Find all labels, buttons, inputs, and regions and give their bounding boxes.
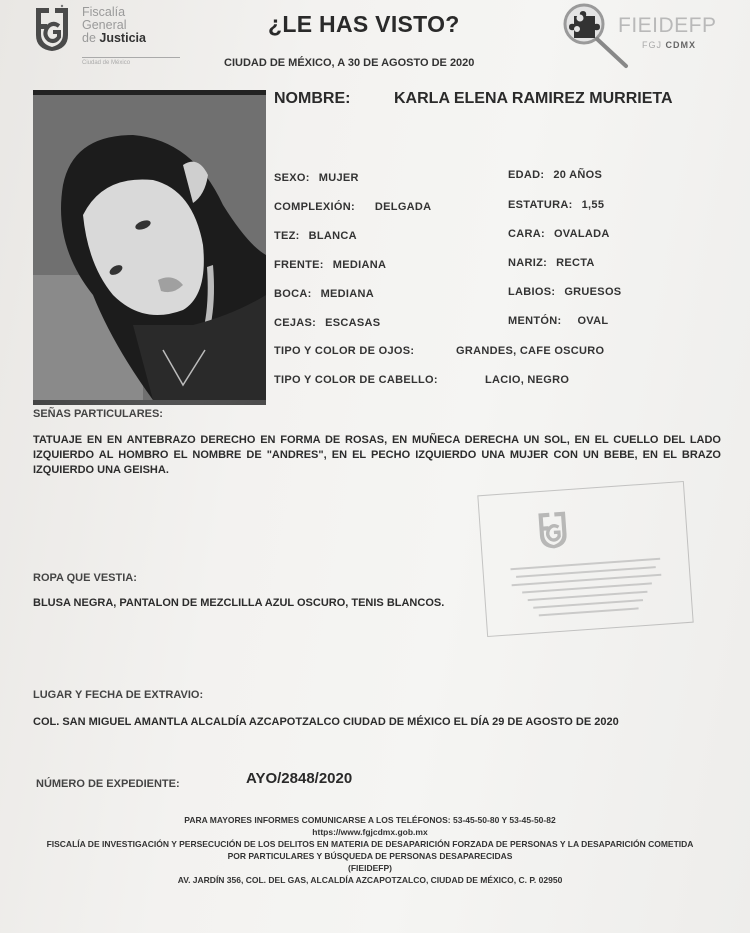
field-ojos-value: GRANDES, CAFE OSCURO [456, 345, 605, 357]
name-label: NOMBRE: [274, 90, 351, 107]
fieidefp-sub-prefix: FGJ [642, 40, 662, 50]
fieidefp-sub-strong: CDMX [665, 40, 697, 50]
field-value: DELGADA [374, 201, 432, 213]
field-boca [274, 288, 374, 300]
field-value: MEDIANA [332, 259, 387, 271]
field-value: RECTA [556, 257, 595, 269]
ropa-text: BLUSA NEGRA, PANTALON DE MEZCLILLA AZUL OSCURO, TENIS BLANCOS. [33, 597, 445, 609]
stamp-text-lines [505, 551, 669, 618]
field-label: LABIOS: [508, 286, 556, 298]
field-cabello-value: LACIO, NEGRO [485, 374, 570, 386]
field-edad [508, 169, 602, 181]
fgj-logo-divider [82, 57, 180, 58]
stamp-logo-icon [534, 508, 571, 550]
field-value: BLANCA [308, 230, 357, 242]
field-nariz [508, 257, 595, 269]
field-cabello-label: TIPO Y COLOR DE CABELLO: [274, 374, 438, 386]
field-label: CARA: [508, 228, 545, 240]
field-frente [274, 259, 386, 271]
dateline: CIUDAD DE MÉXICO, A 30 DE AGOSTO DE 2020 [224, 57, 475, 69]
fgj-shield-logo-icon [32, 4, 72, 52]
field-value: MUJER [318, 172, 359, 184]
footer-url[interactable]: https://www.fgjcdmx.gob.mx [312, 827, 428, 837]
field-label: FRENTE: [274, 259, 324, 271]
field-label: MENTÓN: [508, 315, 562, 327]
field-value: GRUESOS [564, 286, 622, 298]
lugar-label: LUGAR Y FECHA DE EXTRAVIO: [33, 689, 204, 701]
field-label: SEXO: [274, 172, 310, 184]
missing-person-photo [33, 90, 266, 405]
field-value: 20 AÑOS [553, 169, 603, 181]
fgj-line3-strong: Justicia [99, 31, 146, 45]
senas-label: SEÑAS PARTICULARES: [33, 408, 163, 420]
field-tez [274, 230, 357, 242]
field-sexo [274, 172, 359, 184]
field-cejas [274, 317, 380, 329]
field-value: MEDIANA [320, 288, 374, 300]
field-cara [508, 228, 610, 240]
field-estatura [508, 199, 604, 211]
fieidefp-logo-subtitle [642, 40, 696, 50]
fgj-logo-subtitle: Ciudad de México [82, 60, 131, 66]
fgj-logo-text [82, 6, 146, 45]
official-stamp [477, 481, 693, 637]
footer-agency-abbr: (FIEIDEFP) [348, 863, 392, 873]
fieidefp-logo-text: FIEIDEFP [618, 14, 717, 37]
field-label: COMPLEXIÓN: [274, 201, 355, 213]
field-label: NARIZ: [508, 257, 548, 269]
lugar-text: COL. SAN MIGUEL AMANTLA ALCALDÍA AZCAPOTZALCO CIUDAD DE MÉXICO EL DÍA 29 DE AGOSTO DE 2020 [33, 716, 619, 728]
fgj-line1: Fiscalía [82, 5, 126, 19]
name-value: KARLA ELENA RAMIREZ MURRIETA [394, 90, 673, 107]
field-value: 1,55 [581, 199, 605, 211]
field-label: TEZ: [274, 230, 300, 242]
field-label: CEJAS: [274, 317, 317, 329]
field-value: OVAL [577, 315, 609, 327]
field-value: OVALADA [553, 228, 610, 240]
fgj-line3-prefix: de [82, 31, 100, 45]
expediente-label: NÚMERO DE EXPEDIENTE: [36, 778, 180, 790]
field-labios [508, 286, 621, 298]
fgj-line2: General [82, 18, 127, 32]
expediente-value: AYO/2848/2020 [246, 770, 353, 787]
field-complexion [274, 201, 431, 213]
field-label: ESTATURA: [508, 199, 573, 211]
field-label: EDAD: [508, 169, 545, 181]
field-label: BOCA: [274, 288, 312, 300]
senas-text: TATUAJE EN EN ANTEBRAZO DERECHO EN FORMA DE ROSAS, EN MUÑECA DERECHA UN SOL, EN EL CUELLO DEL LADO IZQUIERDO AL HOMBRO EL NOMBRE DE "ANDRES", EN EL PECHO IZQUIERDO UNA MUJER CON UN BEBE, EN EL BRAZO IZQUIERDO UNA GEISHA. [33, 434, 721, 476]
portrait-illustration [33, 95, 266, 400]
ropa-label: ROPA QUE VESTIA: [33, 572, 137, 584]
field-menton [508, 315, 608, 327]
field-value: ESCASAS [325, 317, 381, 329]
footer-agency: FISCALÍA DE INVESTIGACIÓN Y PERSECUCIÓN DE LOS DELITOS EN MATERIA DE DESAPARICIÓN FORZADA DE PERSONAS Y LA DESAPARICIÓN COMETIDA POR PARTICULARES Y BÚSQUEDA DE PERSONAS DESAPARECIDAS [46, 839, 694, 861]
poster-title: ¿LE HAS VISTO? [268, 11, 460, 37]
footer [40, 814, 700, 886]
footer-address: AV. JARDÍN 356, COL. DEL GAS, ALCALDÍA AZCAPOTZALCO, CIUDAD DE MÉXICO, C. P. 02950 [177, 875, 563, 885]
field-ojos-label: TIPO Y COLOR DE OJOS: [274, 345, 415, 357]
footer-phones: PARA MAYORES INFORMES COMUNICARSE A LOS TELÉFONOS: 53-45-50-80 Y 53-45-50-82 [184, 815, 556, 825]
